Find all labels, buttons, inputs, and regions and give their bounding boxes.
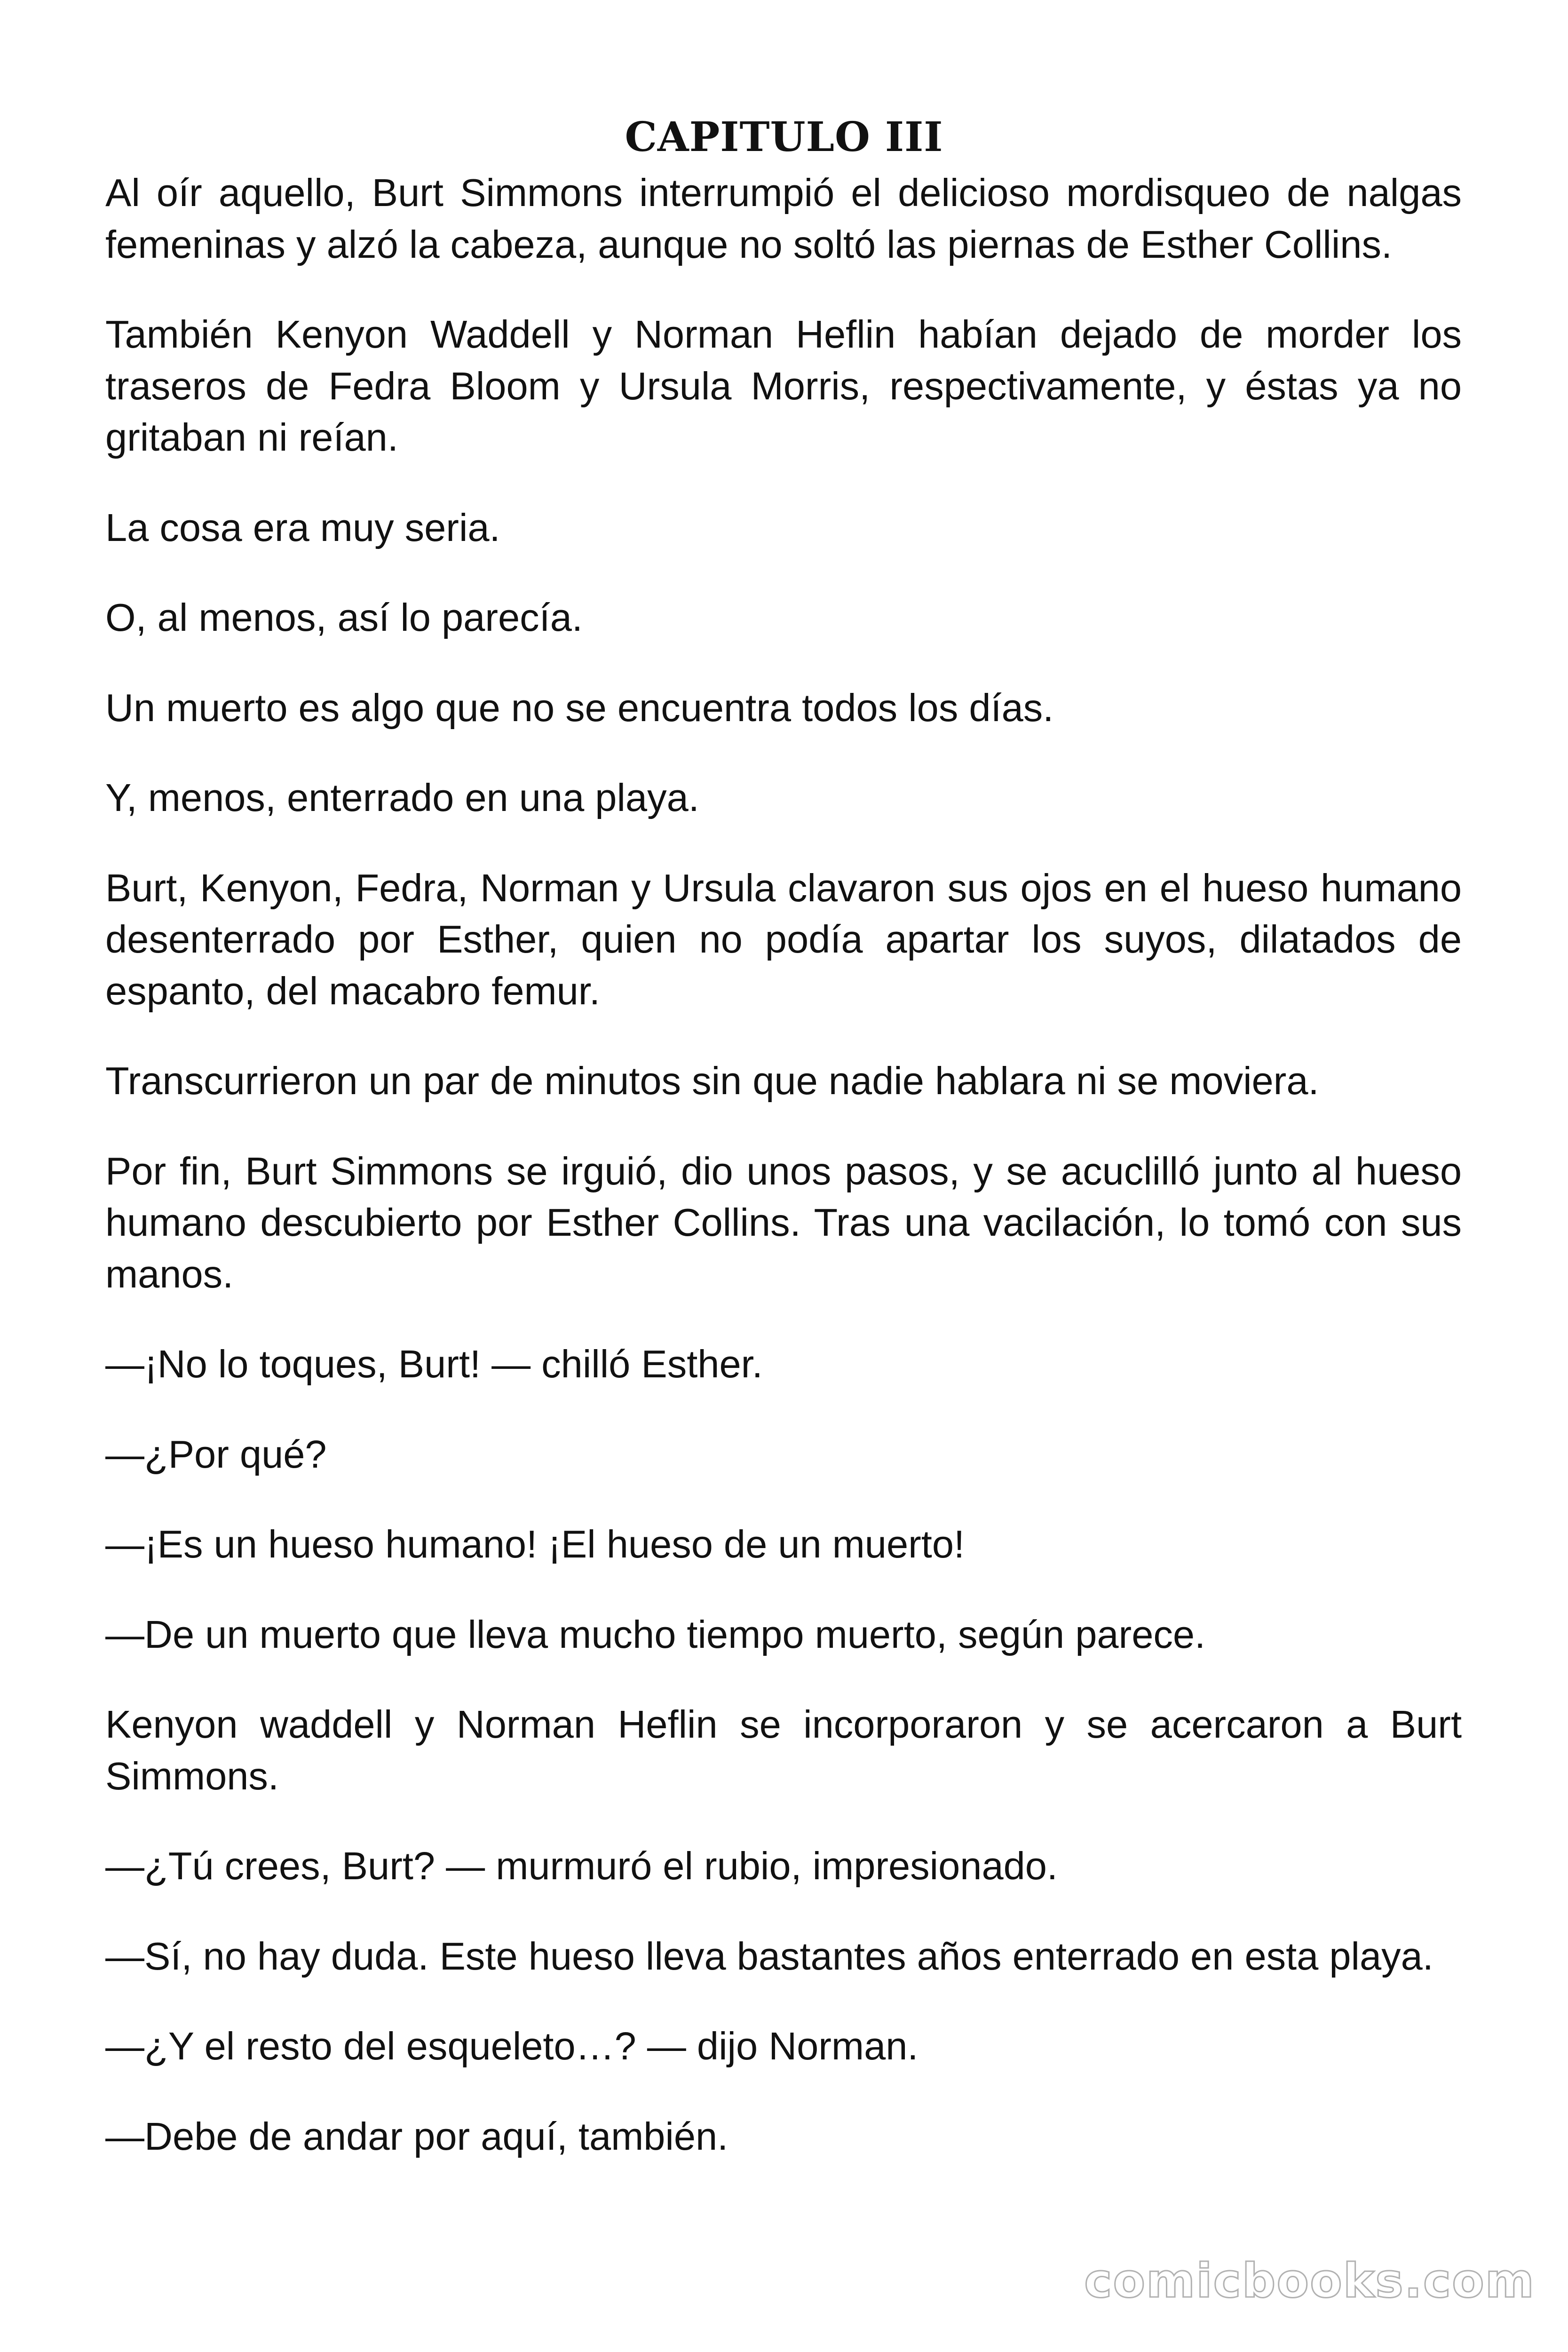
paragraph: La cosa era muy seria. (105, 505, 500, 549)
paragraph: Y, menos, enterrado en una playa. (105, 776, 699, 819)
paragraph: Kenyon waddell y Norman Heflin se incorporaron y se acercaron a Burt Simmons. (105, 1702, 1462, 1798)
dialogue-line: —Sí, no hay duda. Este hueso lleva bastantes años enterrado en esta playa. (105, 1934, 1433, 1978)
dialogue-line: —¿Y el resto del esqueleto…? — dijo Norman. (105, 2024, 919, 2068)
dialogue-line: —¿Tú crees, Burt? — murmuró el rubio, impresionado. (105, 1844, 1058, 1888)
dialogue-line: —Debe de andar por aquí, también. (105, 2114, 729, 2158)
paragraph: O, al menos, así lo parecía. (105, 596, 583, 639)
paragraph: También Kenyon Waddell y Norman Heflin habían dejado de morder los traseros de Fedra Bloom y Ursula Morris, respectivamente, y éstas ya no gritaban ni reían. (105, 312, 1462, 459)
chapter-title: CAPITULO III (625, 113, 943, 161)
dialogue-line: —De un muerto que lleva mucho tiempo muerto, según parece. (105, 1612, 1206, 1656)
paragraph: Burt, Kenyon, Fedra, Norman y Ursula clavaron sus ojos en el hueso humano desenterrado por Esther, quien no podía apartar los suyos, dilatados de espanto, del macabro femur. (105, 866, 1462, 1013)
paragraph: Por fin, Burt Simmons se irguió, dio unos pasos, y se acuclilló junto al hueso humano descubierto por Esther Collins. Tras una vacilación, lo tomó con sus manos. (105, 1149, 1462, 1296)
paragraph: Un muerto es algo que no se encuentra todos los días. (105, 685, 1054, 730)
dialogue-line: —¡Es un hueso humano! ¡El hueso de un muerto! (105, 1522, 965, 1566)
chapter-body (105, 167, 1462, 2162)
dialogue-line: —¡No lo toques, Burt! — chilló Esther. (105, 1342, 763, 1386)
paragraph: Al oír aquello, Burt Simmons interrumpió el delicioso mordisqueo de nalgas femeninas y alzó la cabeza, aunque no soltó las piernas de Esther Collins. (105, 171, 1462, 266)
dialogue-line: —¿Por qué? (105, 1432, 327, 1476)
watermark: comicbooks.com (1084, 2253, 1535, 2308)
paragraph: Transcurrieron un par de minutos sin que nadie hablara ni se moviera. (105, 1059, 1319, 1103)
